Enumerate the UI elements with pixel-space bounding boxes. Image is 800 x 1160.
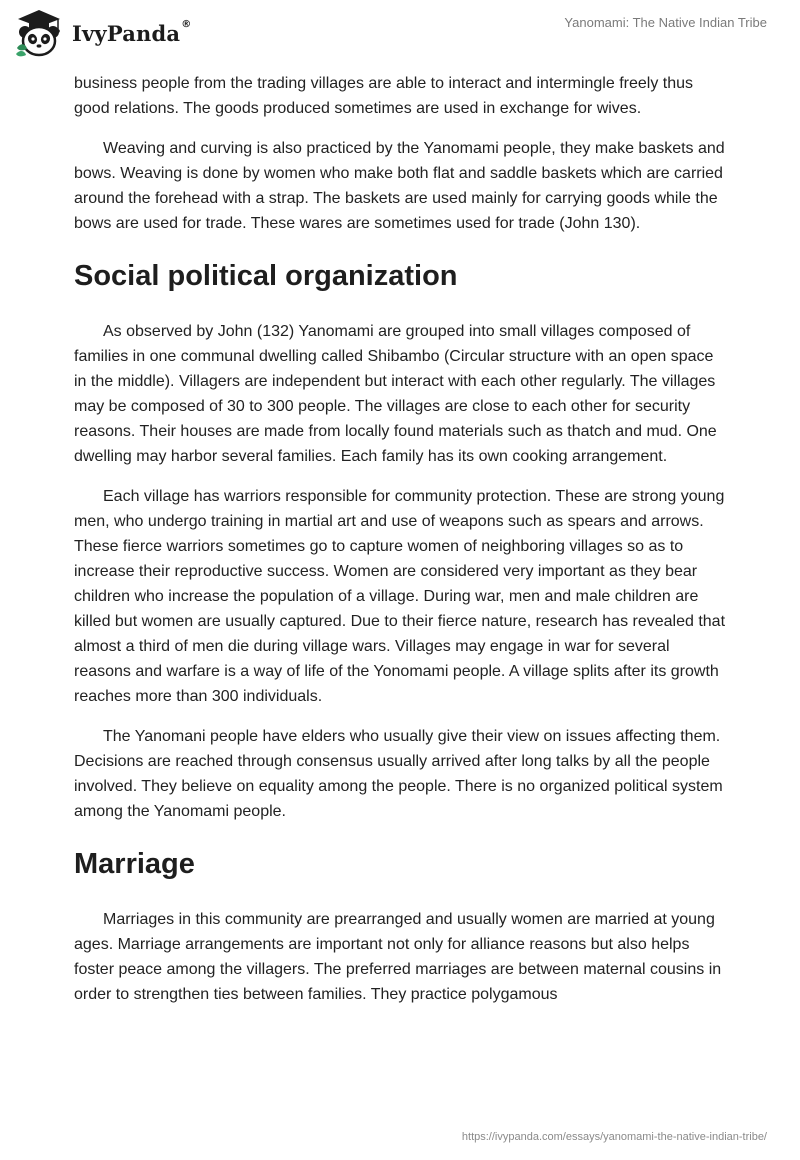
- ivypanda-logo-link[interactable]: [14, 8, 191, 58]
- source-url-link[interactable]: https://ivypanda.com/essays/yanomami-the-native-indian-tribe/: [461, 1131, 767, 1143]
- page-header: [0, 0, 800, 70]
- paragraph-warriors: Each village has warriors responsible for community protection. These are strong young men, who undergo training in martial art and use of weapons such as spears and arrows. These fierce warriors sometimes go to capture women of neighboring villages so as to increase their reproductive success. Women are considered very important as they bear children who increase the population of a village. During war, men and male children are killed but women are usually captured. Due to their fierce nature, research has revealed that almost a third of men die during village wars. Villages may engage in war for several reasons and warfare is a way of life of the Yonomami people. A village splits after its growth reaches more than 300 individuals.: [74, 488, 726, 705]
- document-title: Yanomami: The Native Indian Tribe: [564, 15, 767, 30]
- heading-social-political-organization: Social political organization: [74, 260, 458, 292]
- paragraph-villages: As observed by John (132) Yanomami are grouped into small villages composed of families in one communal dwelling called Shibambo (Circular structure with an open space in the middle). Villagers are independent but interact with each other regularly. The villages may be composed of 30 to 300 people. The villages are close to each other for security reasons. Their houses are made from locally found materials such as thatch and mud. One dwelling may harbor several families. Each family has its own cooking arrangement.: [74, 323, 717, 465]
- paragraph-trade-continued: business people from the trading villages are able to interact and intermingle freely thus good relations. The goods produced sometimes are used in exchange for wives.: [74, 75, 694, 117]
- logo-text: IvyPanda: [72, 20, 181, 46]
- heading-marriage: Marriage: [74, 848, 195, 880]
- paragraph-elders: The Yanomani people have elders who usually give their view on issues affecting them. Decisions are reached through consensus usually arrived after long talks by all the people involved. They believe on equality among the people. There is no organized political system among the Yanomami people.: [74, 728, 723, 820]
- logo-wordmark: [72, 18, 192, 46]
- essay-body: [74, 71, 726, 1022]
- paragraph-weaving: Weaving and curving is also practiced by the Yanomami people, they make baskets and bows. Weaving is done by women who make both flat and saddle baskets which are carried around the forehead with a strap. The baskets are used mainly for carrying goods while the bows are used for trade. These wares are sometimes used for trade (John 130).: [74, 140, 725, 232]
- paragraph-marriage: Marriages in this community are prearranged and usually women are married at young ages. Marriage arrangements are important not only for alliance reasons but also helps foster peace among the villagers. The preferred marriages are between maternal cousins in order to strengthen ties between families. They practice polygamous: [74, 911, 722, 1003]
- logo-registered-mark: ®: [181, 18, 192, 30]
- panda-logo-icon: [14, 8, 64, 58]
